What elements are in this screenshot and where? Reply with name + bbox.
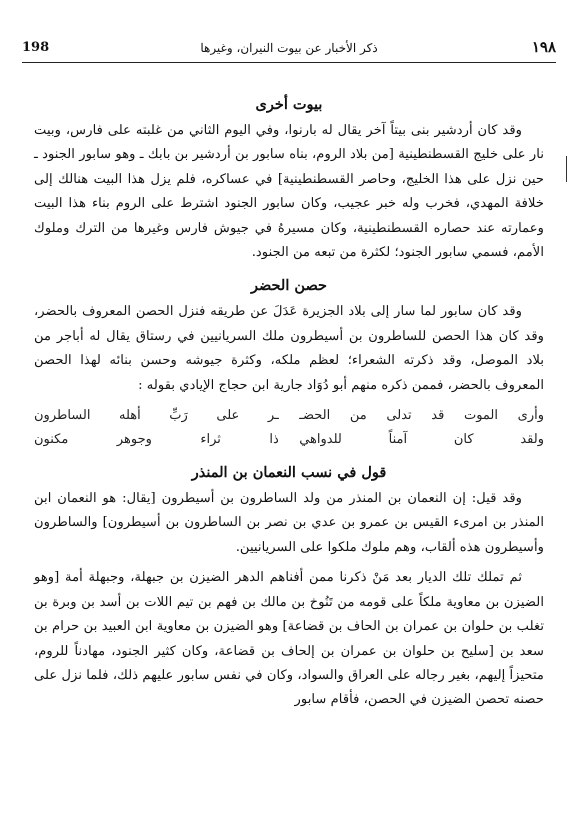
verse-first-hemistich: ولقد كان آمناً للدواهي [299, 432, 544, 448]
page-number-latin: 198 [22, 40, 50, 55]
margin-mark [566, 156, 567, 182]
paragraph: وقد كان أردشير بنى بيتاً آخر يقال له بارنوا، وفي اليوم الثاني من غلبته على فارس، وبيت نار على خليج القسطنطينية [من بلاد الروم، بناه سابور بن أردشير بن بابك ـ وهو سابور الجنود ـ حين نزل على هذا الخليج، وحاصر القسطنطينية] في عساكره، فلم يزل هذا البيت هنالك إلى خلافة المهدي، فخرب وله خبر عجيب، وكان سابور الجنود اشترط على الروم بناء هذا البيت وعمارته عند حصاره القسطنطينية، وكان مسيرهُ في جيوش فارس وغيرها من الترك وملوك الأمم، فسمي سابور الجنود؛ لكثرة من تبعه من الجنود. [34, 123, 544, 261]
paragraph: ثم تملك تلك الديار بعد مَنْ ذكرنا ممن أفناهم الدهر الضيزن بن جبهلة، وجبهلة أمة [وهو الضيزن بن معاوية ملكاً على قومه من تَنُوخ بن مالك بن فهم بن تيم اللات بن أسد بن وبرة بن تغلب بن حلوان بن عمران بن الحاف بن قضاعة] وهو الضيزن بن معاوية ابن العبيد بن حرام بن سعد بن [سليح بن حلوان بن عمران بن إلحاف بن قضاعة، وكان كثير الجنود، مهادناً للروم، متحيزاً إليهم، بغير رجاله على العراق والسواد، وكان في نفس سابور عليهم ذلك، فلما نزل على حصنه تحصن الضيزن في الحصن، فأقام سابور [34, 570, 544, 708]
running-title: ذكر الأخبار عن بيوت النيران، وغيرها [200, 41, 378, 55]
page-header [22, 36, 556, 63]
verse-first-hemistich: وأرى الموت قد تدلى من الحضـ [299, 408, 544, 424]
section-heading-other-houses: بيوت أخرى [255, 96, 323, 113]
poem [34, 404, 544, 452]
section-heading-hatra-fortress: حصن الحضر [250, 277, 327, 295]
paragraph: وقد كان سابور لما سار إلى بلاد الجزيرة عَدَلَ عن طريقه فنزل الحصن المعروف بالحضر، وقد كان هذا الحصن للساطرون بن أسيطرون ملك السريانيين في رستاق يقال له أباجر من بلاد الموصل، وقد ذكرته الشعراء؛ لعظم ملكه، وكثرة جيوشه وحسن بنائه لهذا الحصن المعروف بالحضر، فممن ذكره منهم أبو دُوَاد جارية ابن حجاج الإيادي بقوله : [34, 304, 544, 393]
verse-second-hemistich: ـر على رَبِّ أهله الساطرون [34, 408, 279, 424]
poem-verse [34, 404, 544, 428]
section-heading-numan-lineage: قول في نسب النعمان بن المنذر [191, 464, 387, 482]
page-number-arabic: ١٩٨ [531, 38, 556, 56]
page-body [34, 84, 544, 719]
poem-verse [34, 428, 544, 452]
paragraph: وقد قيل: إن النعمان بن المنذر من ولد الساطرون بن أسيطرون [يقال: هو النعمان ابن المنذر بن امرىء القيس بن عمرو بن عدي بن نصر بن الساطرون بن أسيطرون] والساطرون وأسيطرون هذه ألقاب، وهم ملوك ملكوا على السريانيين. [34, 491, 544, 555]
verse-second-hemistich: ذا ثراء وجوهر مكنون [34, 432, 279, 448]
